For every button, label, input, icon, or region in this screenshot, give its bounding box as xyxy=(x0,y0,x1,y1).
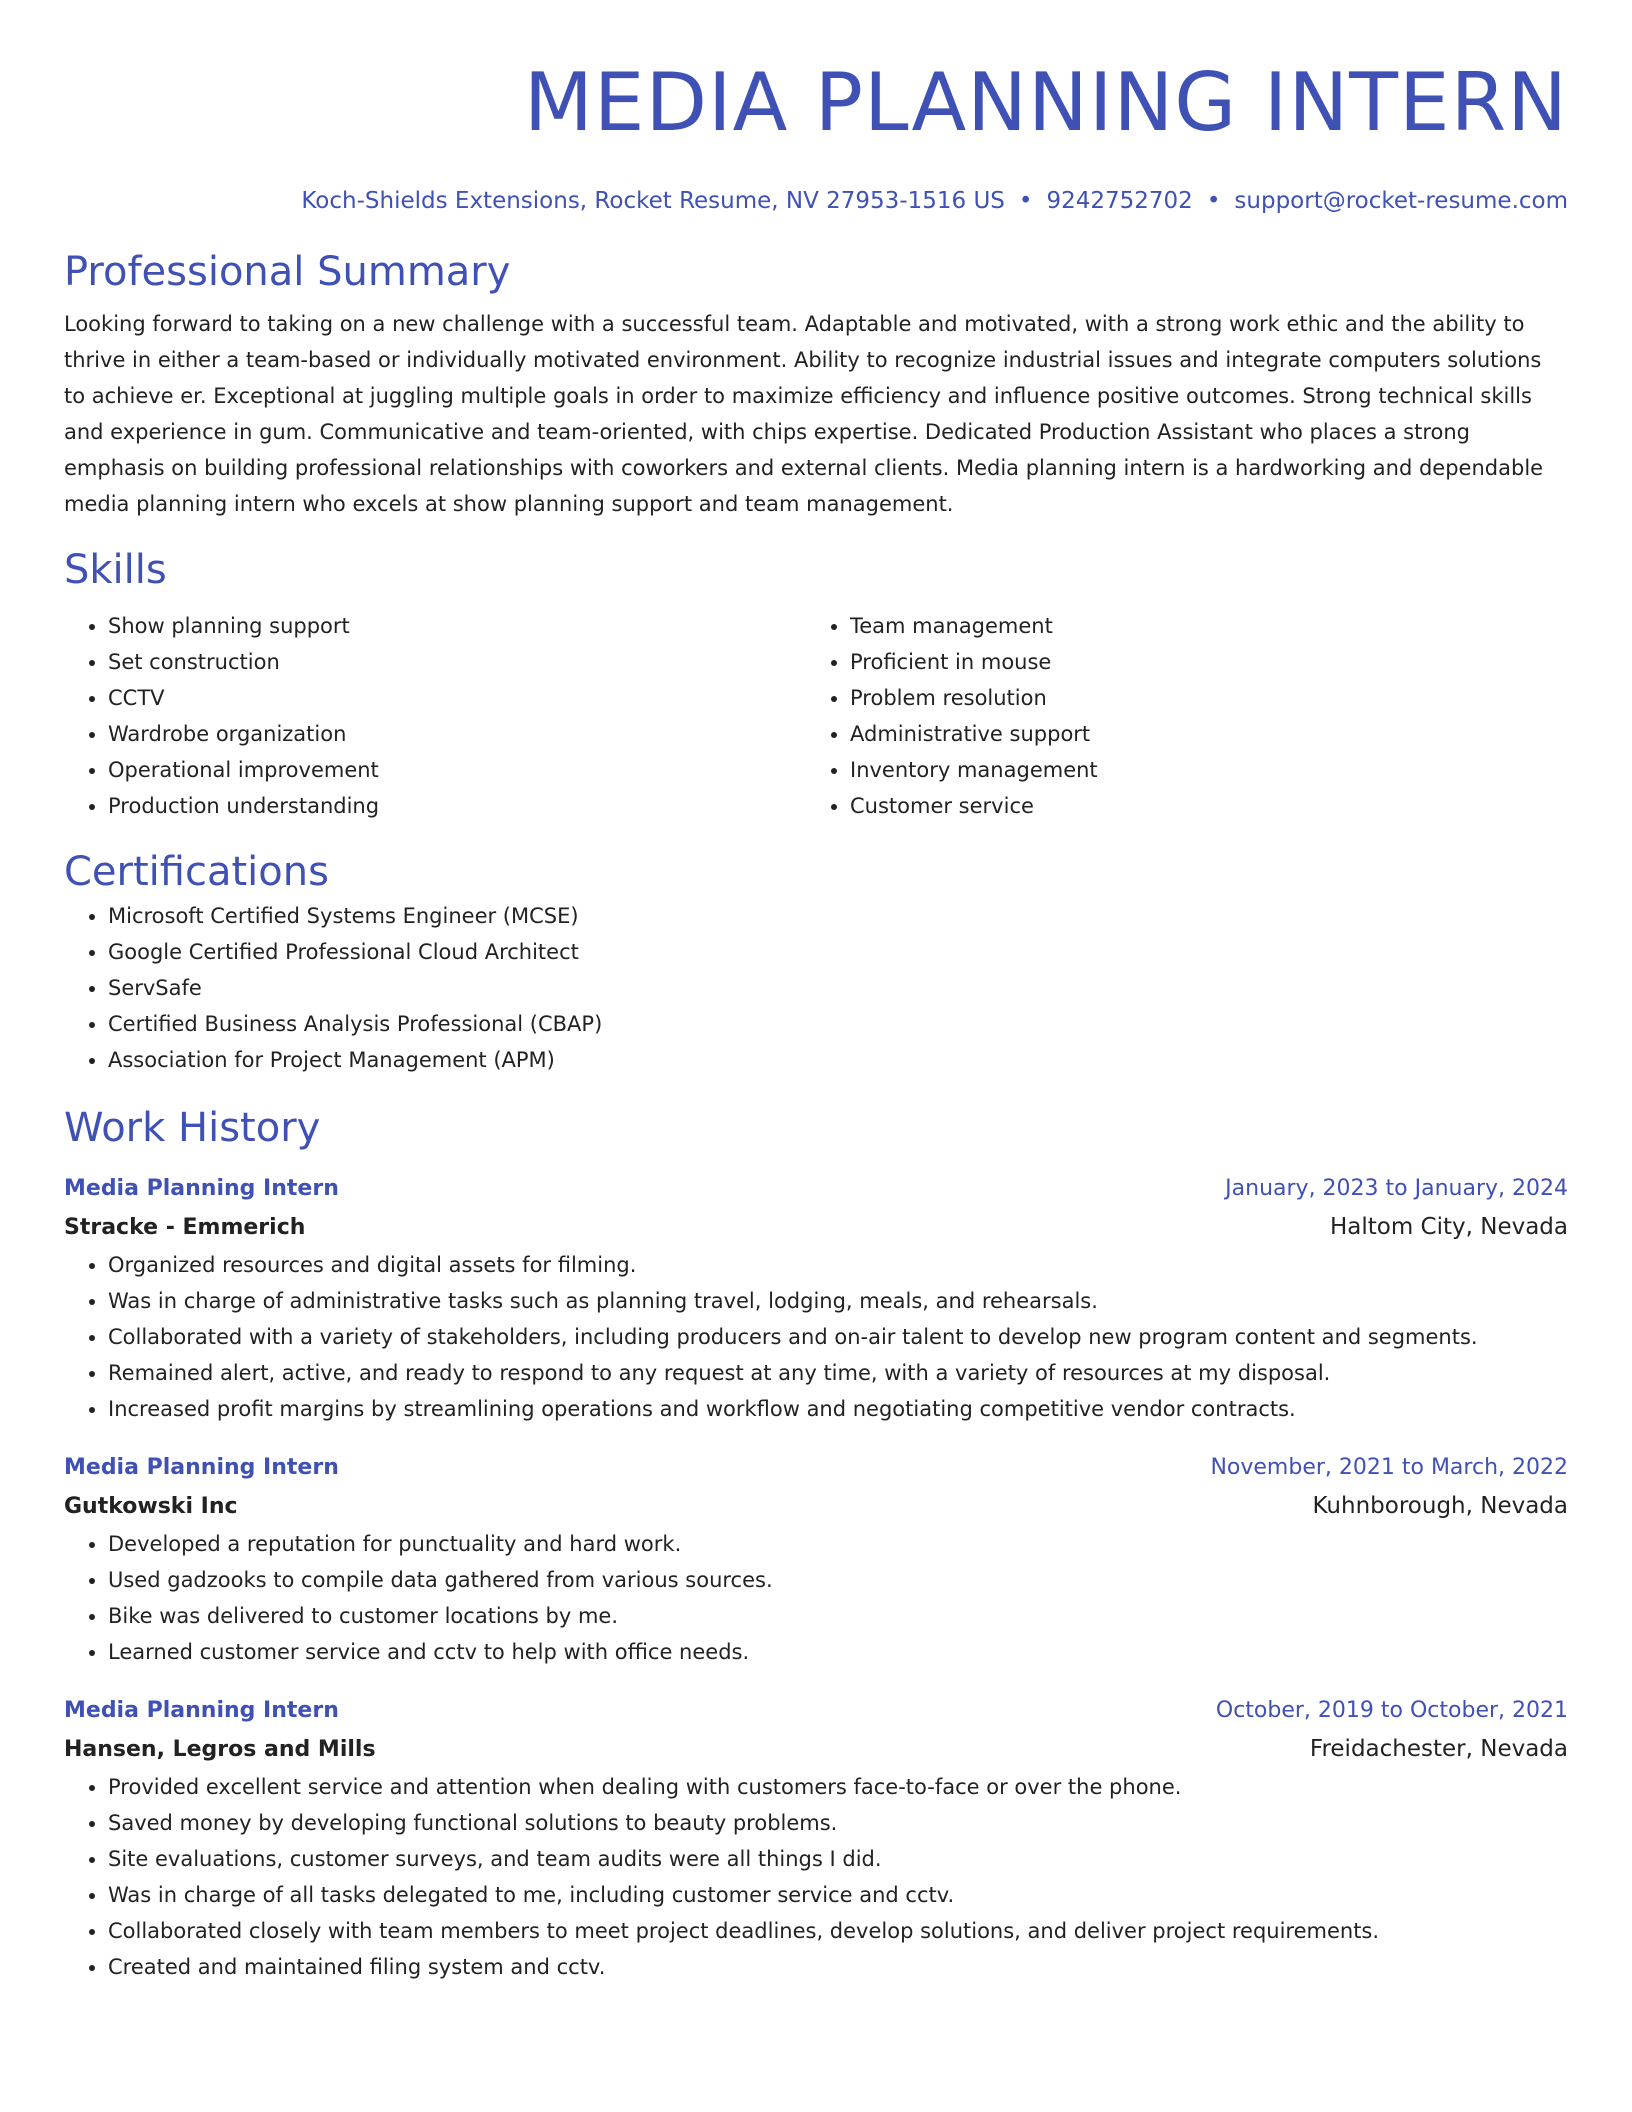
job-title: Media Planning Intern xyxy=(64,1176,339,1201)
skills-list-left xyxy=(64,608,806,824)
skills-heading: Skills xyxy=(64,547,167,593)
job-bullet: • Provided excellent service and attention when dealing with customers face-to-face or over the phone. xyxy=(108,1769,1568,1805)
job-bullet: • Collaborated closely with team members to meet project deadlines, develop solutions, and deliver project requirements. xyxy=(108,1913,1568,1949)
summary-text: Looking forward to taking on a new challenge with a successful team. Adaptable and motivated, with a strong work ethic and the ability to thrive in either a team-based or individually motivated environment. Ability to recognize industrial issues and integrate computers solutions to achieve er. Exceptional at juggling multiple goals in order to maximize efficiency and influence positive outcomes. Strong technical skills and experience in gum. Communicative and team-oriented, with chips expertise. Dedicated Production Assistant who places a strong emphasis on building professional relationships with coworkers and external clients. Media planning intern is a hardworking and dependable media planning intern who excels at show planning support and team management. xyxy=(64,312,1544,516)
job-location: Kuhnborough, Nevada xyxy=(1312,1493,1568,1519)
job-bullet: • Bike was delivered to customer locations by me. xyxy=(108,1598,1568,1634)
skills-grid xyxy=(64,608,1568,824)
job-entry xyxy=(64,1692,1568,1985)
resume-name: MEDIA PLANNING INTERN xyxy=(523,56,1568,149)
certification-item: • Certified Business Analysis Professional (CBAP) xyxy=(108,1006,1568,1042)
job-bullet: • Organized resources and digital assets for filming. xyxy=(108,1247,1568,1283)
job-entry xyxy=(64,1449,1568,1670)
skills-column-right xyxy=(806,608,1548,824)
certifications-heading: Certifications xyxy=(64,849,329,895)
contact-line xyxy=(64,184,1568,218)
job-bullets xyxy=(64,1526,1568,1670)
work-history-heading: Work History xyxy=(64,1105,321,1151)
job-title: Media Planning Intern xyxy=(64,1455,339,1480)
job-location: Freidachester, Nevada xyxy=(1309,1736,1568,1762)
certification-item: • Microsoft Certified Systems Engineer (MCSE) xyxy=(108,898,1568,934)
job-bullet: • Site evaluations, customer surveys, and team audits were all things I did. xyxy=(108,1841,1568,1877)
job-company: Hansen, Legros and Mills xyxy=(64,1737,376,1762)
certification-item: • ServSafe xyxy=(108,970,1568,1006)
skill-item: • Inventory management xyxy=(850,752,1548,788)
job-location: Haltom City, Nevada xyxy=(1329,1214,1568,1240)
certification-item: • Google Certified Professional Cloud Architect xyxy=(108,934,1568,970)
certification-item: • Association for Project Management (APM) xyxy=(108,1042,1568,1078)
job-header-row xyxy=(64,1449,1568,1487)
job-bullet: • Developed a reputation for punctuality and hard work. xyxy=(108,1526,1568,1562)
job-company-row xyxy=(64,1487,1568,1526)
job-bullet: • Remained alert, active, and ready to respond to any request at any time, with a variety of resources at my disposal. xyxy=(108,1355,1568,1391)
summary-heading: Professional Summary xyxy=(64,249,511,295)
job-bullet: • Saved money by developing functional solutions to beauty problems. xyxy=(108,1805,1568,1841)
job-header-row xyxy=(64,1692,1568,1730)
job-bullets xyxy=(64,1769,1568,1985)
job-dates: October, 2019 to October, 2021 xyxy=(1215,1698,1568,1723)
skill-item: • Proficient in mouse xyxy=(850,644,1548,680)
job-company-row xyxy=(64,1208,1568,1247)
contact-phone: 9242752702 xyxy=(1046,188,1193,214)
job-company: Stracke - Emmerich xyxy=(64,1215,306,1240)
skill-item: • Production understanding xyxy=(108,788,806,824)
skill-item: • Set construction xyxy=(108,644,806,680)
job-bullets xyxy=(64,1247,1568,1427)
contact-separator: • xyxy=(1018,188,1033,214)
job-bullet: • Used gadzooks to compile data gathered from various sources. xyxy=(108,1562,1568,1598)
job-header-row xyxy=(64,1170,1568,1208)
skill-item: • CCTV xyxy=(108,680,806,716)
job-bullet: • Learned customer service and cctv to help with office needs. xyxy=(108,1634,1568,1670)
skill-item: • Show planning support xyxy=(108,608,806,644)
job-bullet: • Was in charge of all tasks delegated to me, including customer service and cctv. xyxy=(108,1877,1568,1913)
skills-list-right xyxy=(806,608,1548,824)
job-bullet: • Created and maintained filing system and cctv. xyxy=(108,1949,1568,1985)
skill-item: • Wardrobe organization xyxy=(108,716,806,752)
job-company-row xyxy=(64,1730,1568,1769)
job-title: Media Planning Intern xyxy=(64,1698,339,1723)
contact-separator: • xyxy=(1206,188,1221,214)
skill-item: • Team management xyxy=(850,608,1548,644)
skills-column-left xyxy=(64,608,806,824)
job-dates: November, 2021 to March, 2022 xyxy=(1210,1455,1568,1480)
job-company: Gutkowski Inc xyxy=(64,1494,238,1519)
job-dates: January, 2023 to January, 2024 xyxy=(1225,1176,1568,1201)
skill-item: • Administrative support xyxy=(850,716,1548,752)
job-bullet: • Was in charge of administrative tasks such as planning travel, lodging, meals, and rehearsals. xyxy=(108,1283,1568,1319)
contact-address: Koch-Shields Extensions, Rocket Resume, NV 27953-1516 US xyxy=(301,188,1005,214)
skill-item: • Problem resolution xyxy=(850,680,1548,716)
contact-email: support@rocket-resume.com xyxy=(1234,188,1568,214)
certifications-list xyxy=(64,898,1568,1078)
skill-item: • Customer service xyxy=(850,788,1548,824)
skill-item: • Operational improvement xyxy=(108,752,806,788)
job-entry xyxy=(64,1170,1568,1427)
job-bullet: • Increased profit margins by streamlining operations and workflow and negotiating competitive vendor contracts. xyxy=(108,1391,1568,1427)
job-bullet: • Collaborated with a variety of stakeholders, including producers and on-air talent to develop new program content and segments. xyxy=(108,1319,1568,1355)
